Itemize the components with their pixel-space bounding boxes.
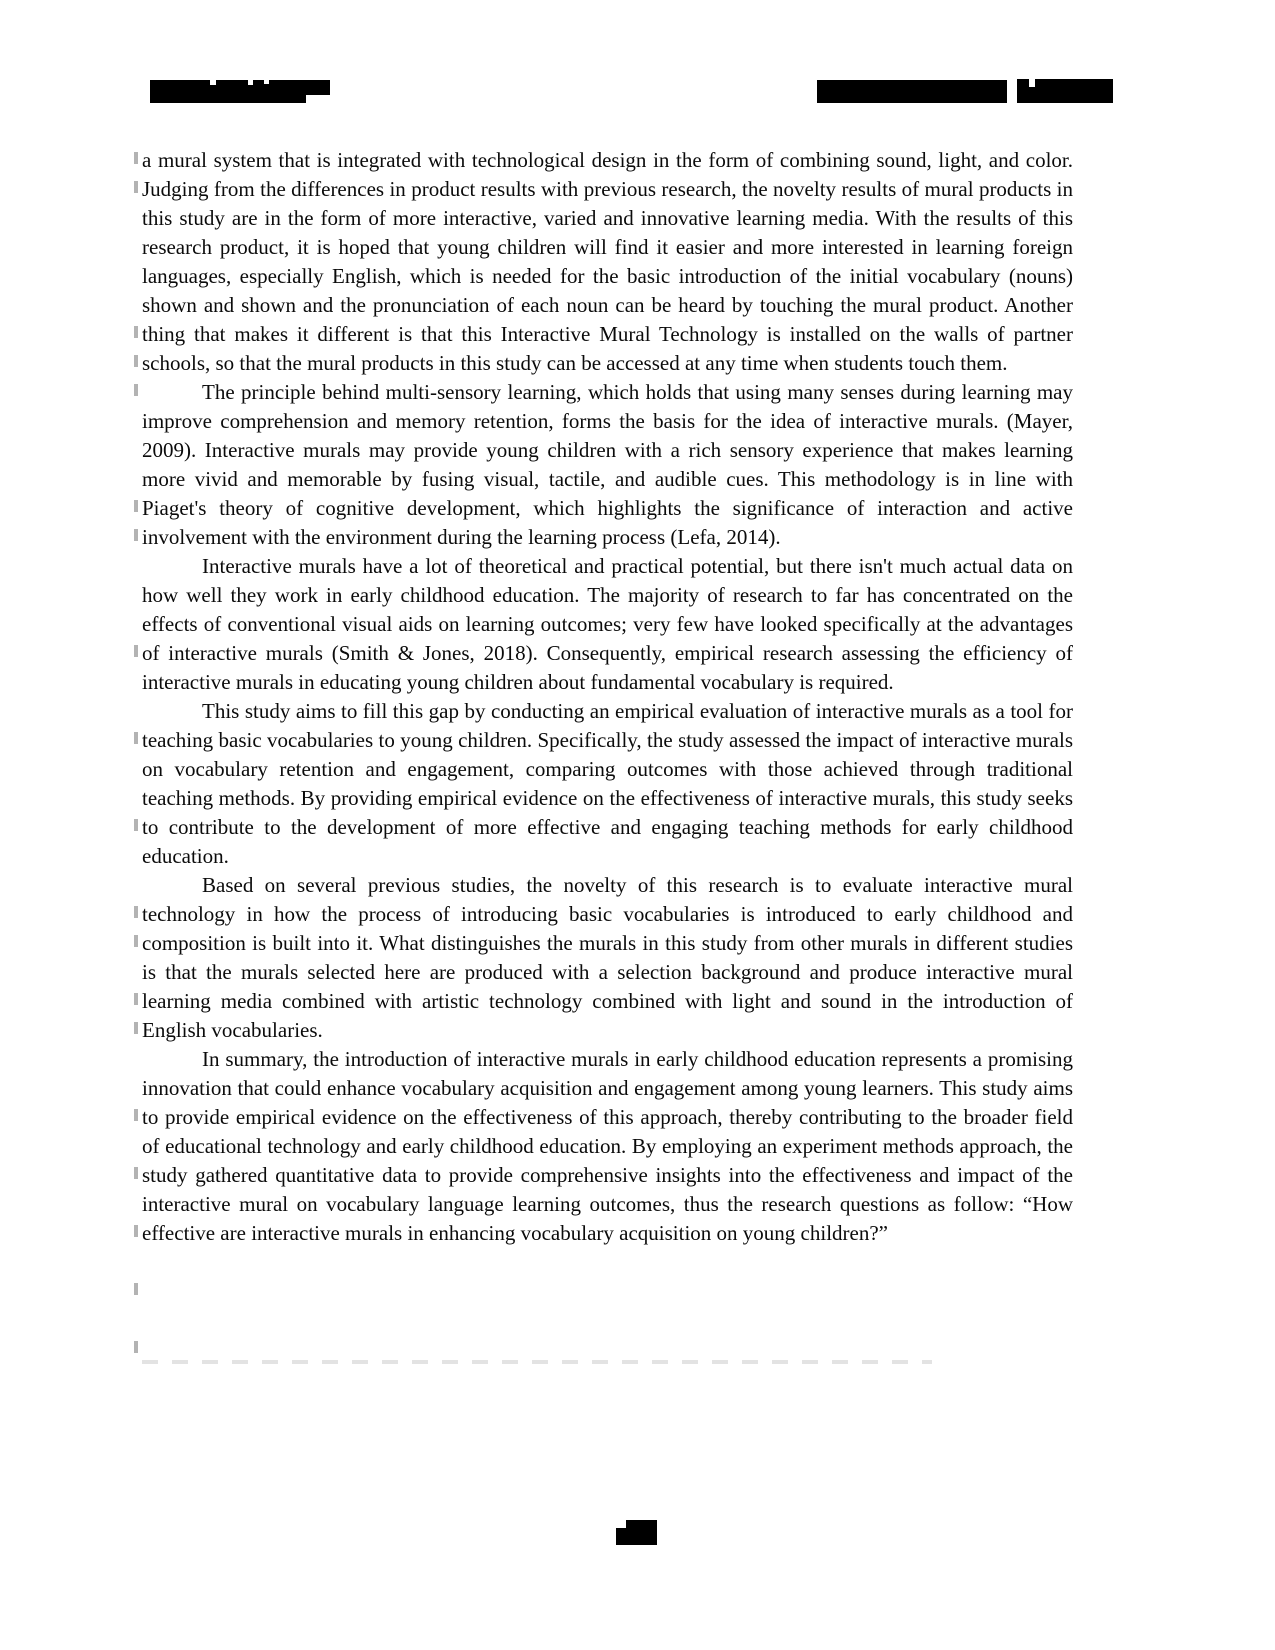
scan-artifact-tick	[134, 1109, 138, 1121]
redacted-header-right-1	[817, 80, 1007, 103]
scan-artifact-tick	[134, 1283, 138, 1295]
scan-artifact-tick	[134, 1167, 138, 1179]
redacted-page-number	[626, 1520, 657, 1529]
scan-artifact-tick	[134, 1022, 138, 1034]
scan-artifact-tick	[134, 906, 138, 918]
redaction-notch	[248, 80, 253, 85]
paragraph: Interactive murals have a lot of theoretical and practical potential, but there isn't much actual data on how well they work in early childhood education. The majority of research to far has concentrated on the effects of conventional visual aids on learning outcomes; very few have looked specifically at the advantages of interactive murals (Smith & Jones, 2018). Consequently, empirical research assessing the efficiency of interactive murals in educating young children about fundamental vocabulary is required.	[142, 554, 1073, 694]
redacted-page-number	[616, 1528, 657, 1545]
scan-artifact-tick	[134, 935, 138, 947]
scan-artifact-tick	[134, 326, 138, 338]
scan-artifact-tick	[134, 819, 138, 831]
scan-artifact-tick	[134, 500, 138, 512]
scan-artifact-tick	[134, 1225, 138, 1237]
scan-artifact-tick	[134, 1341, 138, 1353]
scan-artifact-tick	[134, 181, 138, 193]
scan-artifact-tick	[134, 645, 138, 657]
redaction-notch	[210, 80, 216, 85]
redacted-header-left-tail	[306, 80, 330, 95]
body-text	[142, 146, 1073, 1248]
scan-artifact-tick	[134, 732, 138, 744]
scan-artifact-tick	[134, 152, 138, 164]
redaction-notch	[264, 80, 269, 84]
scan-artifact-tick	[134, 384, 138, 396]
scan-artifact-tick	[134, 993, 138, 1005]
paragraph: This study aims to fill this gap by conducting an empirical evaluation of interactive murals as a tool for teaching basic vocabularies to young children. Specifically, the study assessed the impact of interactive murals on vocabulary retention and engagement, comparing outcomes with those achieved through traditional teaching methods. By providing empirical evidence on the effectiveness of interactive murals, this study seeks to contribute to the development of more effective and engaging teaching methods for early childhood education.	[142, 699, 1073, 868]
scan-artifact-tick	[134, 355, 138, 367]
redaction-notch	[1029, 79, 1035, 87]
redacted-header-left	[150, 80, 306, 103]
paragraph: Based on several previous studies, the novelty of this research is to evaluate interactive mural technology in how the process of introducing basic vocabularies is introduced to early childhood and composition is built into it. What distinguishes the murals in this study from other murals in different studies is that the murals selected here are produced with a selection background and produce interactive mural learning media combined with artistic technology combined with light and sound in the introduction of English vocabularies.	[142, 873, 1073, 1042]
paragraph: The principle behind multi-sensory learning, which holds that using many senses during learning may improve comprehension and memory retention, forms the basis for the idea of interactive murals. (Mayer, 2009). Interactive murals may provide young children with a rich sensory experience that makes learning more vivid and memorable by fusing visual, tactile, and audible cues. This methodology is in line with Piaget's theory of cognitive development, which highlights the significance of interaction and active involvement with the environment during the learning process (Lefa, 2014).	[142, 380, 1073, 549]
scan-artifact-tick	[134, 529, 138, 541]
scan-artifact-row	[142, 1360, 932, 1364]
paragraph: a mural system that is integrated with technological design in the form of combining sound, light, and color. Judging from the differences in product results with previous research, the novelty results of mural products in this study are in the form of more interactive, varied and innovative learning media. With the results of this research product, it is hoped that young children will find it easier and more interested in learning foreign languages, especially English, which is needed for the basic introduction of the initial vocabulary (nouns) shown and shown and the pronunciation of each noun can be heard by touching the mural product. Another thing that makes it different is that this Interactive Mural Technology is installed on the walls of partner schools, so that the mural products in this study can be accessed at any time when students touch them.	[142, 148, 1073, 375]
paragraph: In summary, the introduction of interactive murals in early childhood education represents a promising innovation that could enhance vocabulary acquisition and engagement among young learners. This study aims to provide empirical evidence on the effectiveness of this approach, thereby contributing to the broader field of educational technology and early childhood education. By employing an experiment methods approach, the study gathered quantitative data to provide comprehensive insights into the effectiveness and impact of the interactive mural on vocabulary language learning outcomes, thus the research questions as follow: “How effective are interactive murals in enhancing vocabulary acquisition on young children?”	[142, 1047, 1073, 1245]
